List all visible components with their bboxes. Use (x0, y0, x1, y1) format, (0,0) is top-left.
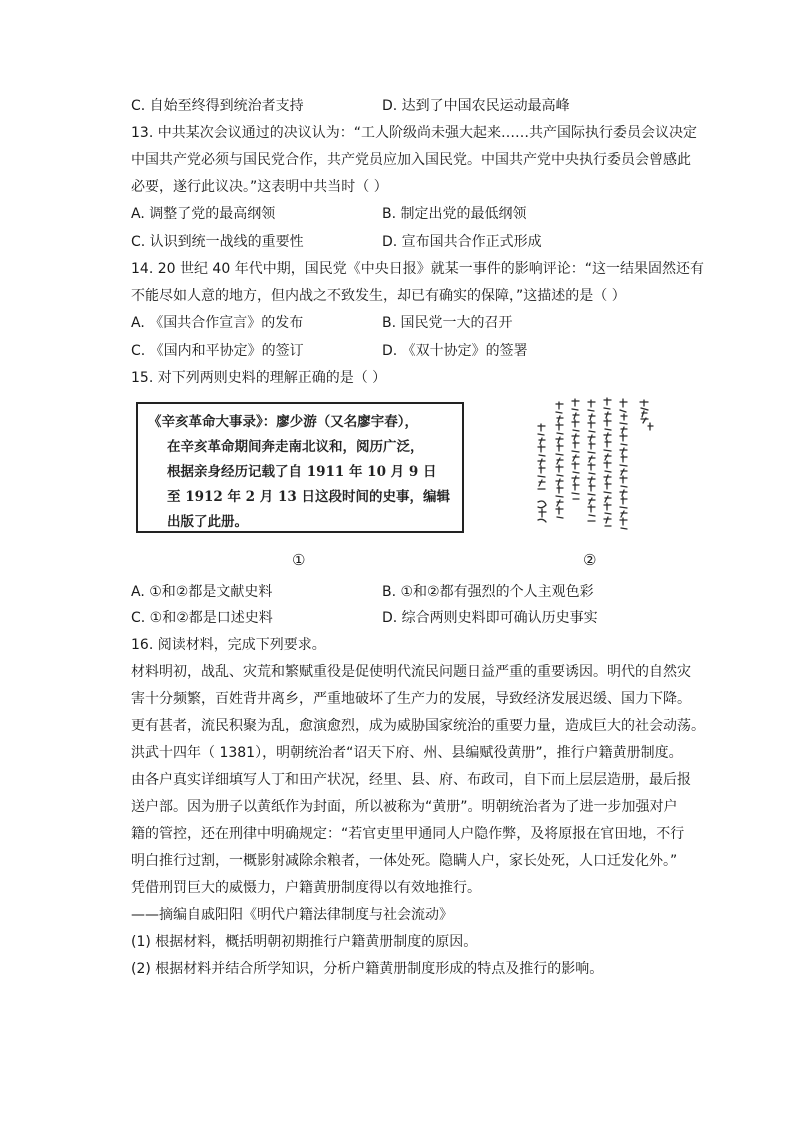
q15-option-a: A. ①和②都是文献史料 (131, 584, 273, 600)
q16-material-line-6: 送户部。因为册子以黄纸作为封面，所以被称为“黄册”。明朝统治者为了进一步加强对户 (131, 799, 678, 815)
q13-stem-line-1: 13. 中共某次会议通过的决议认为：“工人阶级尚未强大起来……共产国际执行委员会议决定 (131, 125, 697, 141)
q14-option-d: D. 《双十协定》的签署 (382, 343, 528, 359)
manuscript-strokes (508, 396, 656, 536)
material-1-label: ① (292, 551, 306, 569)
q16-material-line-4: 洪武十四年（ 1381），明朝统治者“诏天下府、州、县编赋役黄册”，推行户籍黄册制度。 (131, 745, 683, 761)
q15-option-d: D. 综合两则史料即可确认历史事实 (382, 610, 598, 626)
q14-option-c: C. 《国内和平协定》的签订 (131, 343, 304, 359)
handwritten-manuscript-image (508, 396, 656, 536)
q16-task-2: (2) 根据材料并结合所学知识，分析户籍黄册制度形成的特点及推行的影响。 (131, 961, 604, 977)
q13-option-c: C. 认识到统一战线的重要性 (131, 234, 304, 250)
q15-stem: 15. 对下列两则史料的理解正确的是（ ） (131, 370, 387, 386)
q16-source: ——摘编自戚阳阳《明代户籍法律制度与社会流动》 (131, 907, 453, 923)
q13-option-a: A. 调整了党的最高纲领 (131, 206, 276, 222)
material-1-line-5: 出版了此册。 (167, 514, 248, 530)
q13-option-b: B. 制定出党的最低纲领 (382, 206, 527, 222)
q16-stem: 16. 阅读材料，完成下列要求。 (131, 637, 326, 653)
q16-material-line-9: 凭借刑罚巨大的威慑力，户籍黄册制度得以有效地推行。 (131, 880, 481, 896)
material-1-line-2: 在辛亥革命期间奔走南北议和，阅历广泛， (167, 439, 424, 455)
q14-option-a: A. 《国共合作宣言》的发布 (131, 315, 304, 331)
q16-material-line-2: 害十分频繁，百姓背井离乡，严重地破坏了生产力的发展，导致经济发展迟缓、国力下降。 (131, 691, 691, 707)
material-1-box (136, 402, 464, 533)
material-1-line-4: 至 1912 年 2 月 13 日这段时间的史事，编辑 (167, 489, 450, 505)
q13-option-d: D. 宣布国共合作正式形成 (382, 234, 542, 250)
q16-material-line-7: 籍的管控，还在刑律中明确规定：“若官吏里甲通同人户隐作弊，及将原报在官田地，不行 (131, 826, 685, 842)
material-1-line-3: 根据亲身经历记载了自 1911 年 10 月 9 日 (167, 464, 437, 480)
q15-option-c: C. ①和②都是口述史料 (131, 610, 273, 626)
q14-stem-line-1: 14. 20 世纪 40 年代中期，国民党《中央日报》就某一事件的影响评论：“这一结果固然还有 (131, 261, 704, 277)
q16-material-line-1: 材料明初，战乱、灾荒和繁赋重役是促使明代流民问题日益严重的重要诱因。明代的自然灾 (131, 664, 691, 680)
material-1-line-1: 《辛亥革命大事录》：廖少游（又名廖宇春）， (148, 414, 418, 430)
q14-stem-line-2: 不能尽如人意的地方，但内战之不致发生，却已有确实的保障，”这描述的是（ ） (131, 288, 626, 304)
q16-task-1: (1) 根据材料，概括明朝初期推行户籍黄册制度的原因。 (131, 934, 478, 950)
q12-option-d: D. 达到了中国农民运动最高峰 (382, 98, 570, 114)
q16-material-line-3: 更有甚者，流民积聚为乱，愈演愈烈，成为威胁国家统治的重要力量，造成巨大的社会动荡。 (131, 718, 705, 734)
q16-material-line-8: 明白推行过割，一概影射减除余粮者，一体处死。隐瞒人户，家长处死，人口迁发化外。” (131, 853, 678, 869)
q13-stem-line-3: 必要，遂行此议决。”这表明中共当时（ ） (131, 179, 388, 195)
q15-option-b: B. ①和②都有强烈的个人主观色彩 (382, 584, 594, 600)
q13-stem-line-2: 中国共产党必须与国民党合作，共产党员应加入国民党。中国共产党中央执行委员会曾感此 (131, 152, 691, 168)
material-2-label: ② (583, 551, 597, 569)
q12-option-c: C. 自始至终得到统治者支持 (131, 98, 304, 114)
q14-option-b: B. 国民党一大的召开 (382, 315, 513, 331)
q16-material-line-5: 由各户真实详细填写人丁和田产状况，经里、县、府、布政司，自下而上层层造册，最后报 (131, 772, 691, 788)
